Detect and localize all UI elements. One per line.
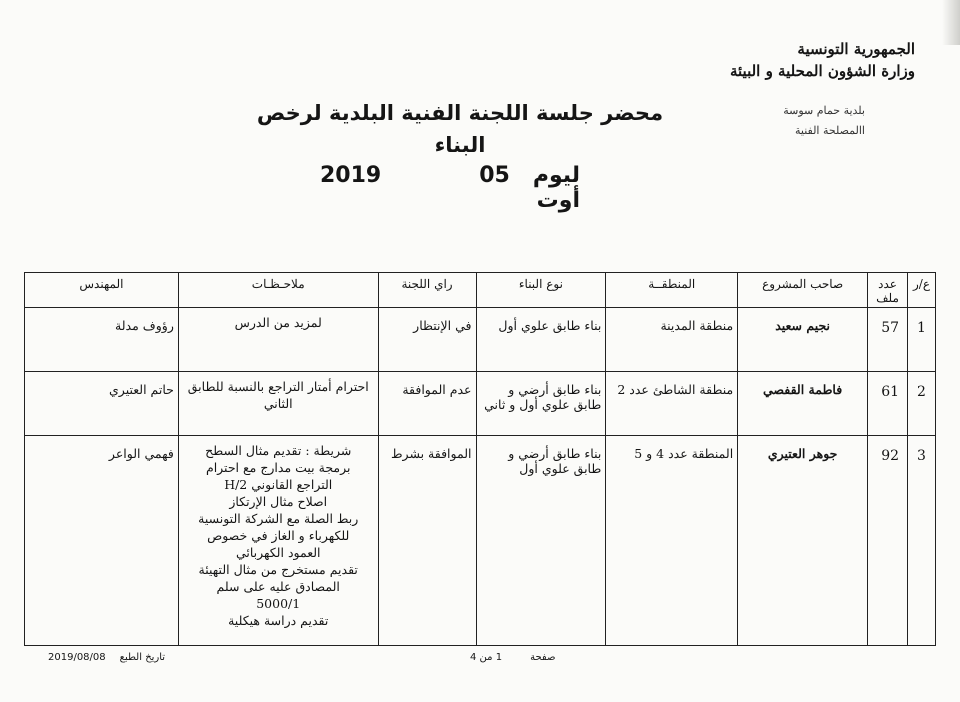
row-engineer: رؤوف مدلة <box>25 308 179 372</box>
note-line: تقديم دراسة هيكلية <box>228 613 329 628</box>
row-owner: فاطمة القفصي <box>738 372 868 436</box>
table-row <box>25 372 936 436</box>
note-line: شريطة : تقديم مثال السطح <box>205 443 352 458</box>
row-owner: جوهر العتيري <box>738 436 868 646</box>
row-notes-list <box>178 436 378 646</box>
row-type: بناء طابق أرضي و طابق علوي أول و ثاني <box>476 372 606 436</box>
meeting-date <box>320 163 580 213</box>
page-number <box>470 652 555 663</box>
date-year: 2019 <box>320 163 382 188</box>
municipality-name: بلدية حمام سوسة <box>783 104 865 117</box>
title-line-1: محضر جلسة اللجنة الفنية البلدية لرخص <box>256 101 664 125</box>
print-date-value: 2019/08/08 <box>48 652 106 663</box>
row-notes: احترام أمتار التراجع بالنسبة للطابق الثاني <box>178 372 378 436</box>
note-line: للكهرباء و الغاز في خصوص <box>207 528 350 543</box>
note-line: التراجع القانوني H/2 <box>224 477 333 492</box>
note-line: 5000/1 <box>256 596 301 611</box>
page-label: صفحة <box>530 652 556 663</box>
row-zone: منطقة الشاطئ عدد 2 <box>606 372 738 436</box>
row-zone: المنطقة عدد 4 و 5 <box>606 436 738 646</box>
note-line: المصادق عليه على سلم <box>216 579 340 594</box>
header-zone: المنطقــة <box>606 273 738 308</box>
header-idx: ع/ر <box>908 273 936 308</box>
row-opinion: عدم الموافقة <box>378 372 476 436</box>
row-opinion: الموافقة بشرط <box>378 436 476 646</box>
header-owner: صاحب المشروع <box>738 273 868 308</box>
header-type: نوع البناء <box>476 273 606 308</box>
row-notes: لمزيد من الدرس <box>178 308 378 372</box>
header-engineer: المهندس <box>25 273 179 308</box>
table-row <box>25 436 936 646</box>
permits-table <box>24 272 936 646</box>
row-engineer: فهمي الواعر <box>25 436 179 646</box>
date-prefix: ليوم <box>532 163 580 188</box>
note-line: ربط الصلة مع الشركة التونسية <box>198 511 359 526</box>
note-line: اصلاح مثال الإرتكاز <box>229 494 328 509</box>
row-idx: 1 <box>908 308 936 372</box>
row-file-no: 92 <box>868 436 908 646</box>
title-line-2: البناء <box>434 133 486 157</box>
print-date <box>48 652 165 663</box>
row-type: بناء طابق أرضي و طابق علوي أول <box>476 436 606 646</box>
table-row <box>25 308 936 372</box>
row-idx: 2 <box>908 372 936 436</box>
ministry-name: وزارة الشؤون المحلية و البيئة <box>729 62 915 80</box>
row-file-no: 57 <box>868 308 908 372</box>
date-day: 05 <box>479 163 510 188</box>
row-idx: 3 <box>908 436 936 646</box>
header-file-no: عدد ملف <box>868 273 908 308</box>
note-line: العمود الكهربائي <box>235 545 321 560</box>
page-edge-shadow <box>942 0 960 45</box>
row-zone: منطقة المدينة <box>606 308 738 372</box>
ministry-header <box>730 38 915 82</box>
page-text: 1 من 4 <box>470 652 503 663</box>
header-notes: ملاحـظـات <box>178 273 378 308</box>
note-line: برمجة بيت مدارج مع احترام <box>205 460 351 475</box>
republic-name: الجمهورية التونسية <box>797 40 915 58</box>
row-type: بناء طابق علوي أول <box>476 308 606 372</box>
row-owner: نجيم سعيد <box>738 308 868 372</box>
date-day-month <box>426 163 580 213</box>
row-file-no: 61 <box>868 372 908 436</box>
header-opinion: راي اللجنة <box>378 273 476 308</box>
table-header-row <box>25 273 936 308</box>
note-line: تقديم مستخرج من مثال التهيئة <box>198 562 358 577</box>
row-opinion: في الإنتظار <box>378 308 476 372</box>
municipality-header <box>783 101 865 141</box>
print-date-label: تاريخ الطبع <box>119 652 166 663</box>
service-name: االمصلحة الفنية <box>794 124 865 137</box>
date-month: أوت <box>536 188 580 213</box>
document-title <box>230 97 690 161</box>
row-engineer: حاتم العتيري <box>25 372 179 436</box>
